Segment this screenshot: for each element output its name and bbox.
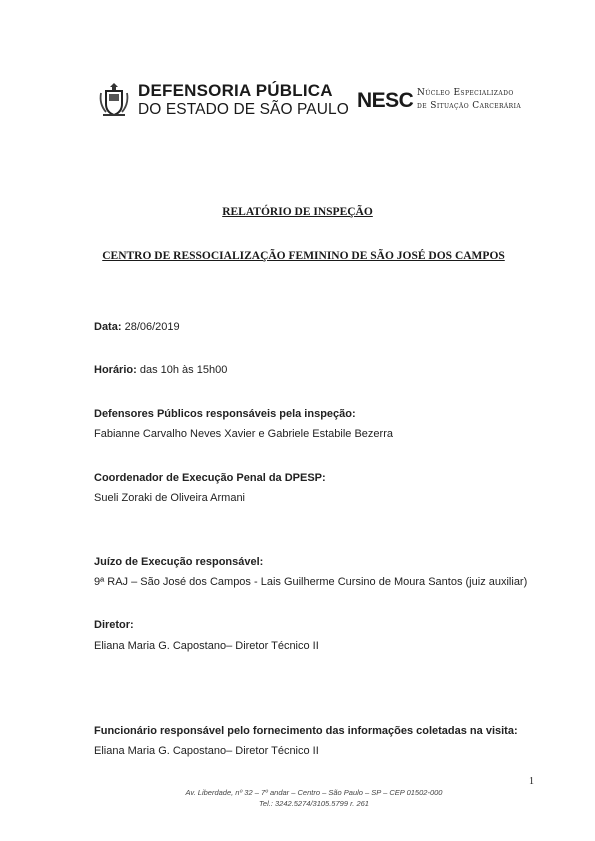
report-title: RELATÓRIO DE INSPEÇÃO	[222, 206, 373, 218]
page-number: 1	[529, 776, 534, 787]
defenders-value: Fabianne Carvalho Neves Xavier e Gabriele Estabile Bezerra	[94, 428, 393, 440]
date-label: Data:	[94, 321, 122, 333]
institution-state: DO ESTADO DE SÃO PAULO	[138, 101, 349, 118]
footer-phone: Tel.: 3242.5274/3105.5799 r. 261	[259, 799, 369, 808]
time-label: Horário:	[94, 364, 137, 376]
director-value: Eliana Maria G. Capostano– Diretor Técnico II	[94, 640, 319, 652]
court-value: 9ª RAJ – São José dos Campos - Lais Guilherme Cursino de Moura Santos (juiz auxiliar)	[94, 576, 528, 588]
nesc-name-line2: de Situação Carcerária	[417, 101, 522, 111]
coordinator-value: Sueli Zoraki de Oliveira Armani	[94, 492, 246, 504]
date-value: 28/06/2019	[124, 321, 180, 333]
time-line	[94, 364, 227, 376]
coordinator-label: Coordenador de Execução Penal da DPESP:	[94, 472, 326, 484]
coat-of-arms-icon	[98, 82, 130, 118]
footer-address: Av. Liberdade, nº 32 – 7º andar – Centro – São Paulo – SP – CEP 01502-000	[185, 788, 443, 797]
time-value: das 10h às 15h00	[139, 364, 228, 376]
date-line	[94, 321, 180, 333]
court-label: Juízo de Execução responsável:	[94, 556, 264, 568]
nesc-name-line1: Núcleo Especializado	[417, 88, 514, 98]
employee-value: Eliana Maria G. Capostano– Diretor Técnico II	[94, 745, 319, 757]
employee-label: Funcionário responsável pelo fornecimento das informações coletadas na visita:	[94, 725, 518, 737]
defenders-label: Defensores Públicos responsáveis pela inspeção:	[94, 408, 356, 420]
institution-name: DEFENSORIA PÚBLICA	[138, 81, 333, 100]
director-label: Diretor:	[94, 619, 134, 631]
facility-name: CENTRO DE RESSOCIALIZAÇÃO FEMININO DE SÃO JOSÉ DOS CAMPOS	[102, 250, 505, 262]
nesc-logo: NESC	[357, 89, 414, 112]
